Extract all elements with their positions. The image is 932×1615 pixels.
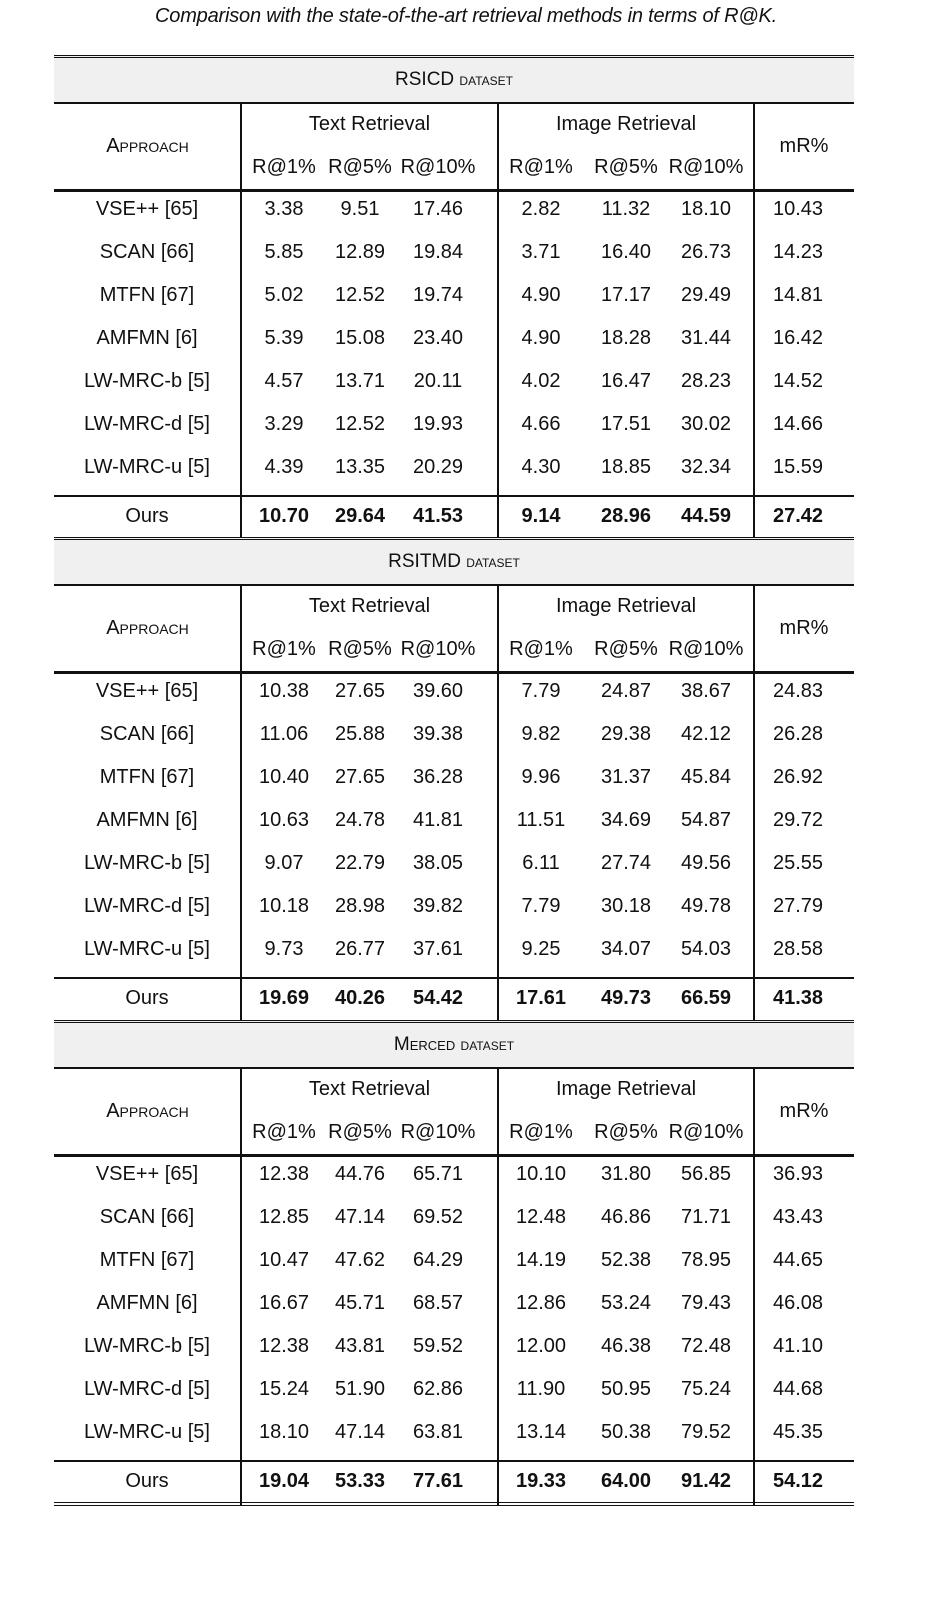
approach-name: AMFMN [6] — [96, 327, 198, 349]
header-metric: R@5% — [594, 638, 658, 660]
metric-value: 9.82 — [521, 723, 561, 745]
column-divider — [240, 104, 242, 541]
metric-value: 10.40 — [258, 766, 310, 788]
metric-value: 29.49 — [680, 284, 732, 306]
metric-value: 59.52 — [412, 1335, 464, 1357]
metric-value: 12.52 — [334, 413, 386, 435]
metric-value: 3.38 — [264, 198, 304, 220]
approach-name: AMFMN [6] — [96, 1292, 198, 1314]
approach-name: LW-MRC-d [5] — [84, 413, 210, 435]
metric-value: 28.23 — [680, 370, 732, 392]
metric-value: 11.90 — [516, 1378, 566, 1400]
approach-name: AMFMN [6] — [96, 809, 198, 831]
approach-name: LW-MRC-d [5] — [84, 895, 210, 917]
metric-value: 16.42 — [772, 327, 824, 349]
approach-name: LW-MRC-u [5] — [84, 938, 210, 960]
metric-value-best: 44.59 — [680, 505, 732, 527]
metric-value: 9.51 — [340, 198, 380, 220]
metric-value: 69.52 — [412, 1206, 464, 1228]
metric-value: 18.10 — [680, 198, 732, 220]
metric-value: 39.82 — [412, 895, 464, 917]
metric-value-best: 91.42 — [680, 1470, 732, 1492]
metric-value: 12.48 — [515, 1206, 567, 1228]
metric-value: 14.52 — [772, 370, 824, 392]
metric-value-best: 77.61 — [412, 1470, 464, 1492]
approach-name: LW-MRC-b [5] — [84, 1335, 210, 1357]
dataset-suffix: dataset — [460, 1035, 515, 1054]
header-approach: Approach — [106, 617, 189, 639]
header-metric: R@1% — [252, 638, 316, 660]
metric-value: 32.34 — [680, 456, 732, 478]
header-mr: mR% — [779, 617, 829, 639]
metric-value: 68.57 — [412, 1292, 464, 1314]
metric-value: 17.46 — [412, 198, 464, 220]
metric-value: 7.79 — [521, 895, 561, 917]
metric-value-best: 66.59 — [680, 987, 732, 1009]
metric-value: 12.86 — [515, 1292, 567, 1314]
header-metric: R@5% — [328, 156, 392, 178]
metric-value: 16.40 — [600, 241, 652, 263]
metric-value: 9.25 — [521, 938, 561, 960]
column-divider — [497, 1069, 499, 1506]
metric-value: 79.52 — [680, 1421, 732, 1443]
metric-value: 31.80 — [600, 1163, 652, 1185]
dataset-title — [54, 55, 854, 102]
metric-value: 12.38 — [258, 1163, 310, 1185]
metric-value: 47.62 — [334, 1249, 386, 1271]
metric-value: 26.28 — [772, 723, 824, 745]
metric-value: 54.87 — [680, 809, 732, 831]
metric-value: 19.84 — [412, 241, 464, 263]
header-text-retrieval: Text Retrieval — [308, 595, 431, 617]
metric-value: 15.59 — [772, 456, 824, 478]
metric-value: 14.19 — [515, 1249, 567, 1271]
metric-value-best: 19.69 — [258, 987, 310, 1009]
metric-value-best: 41.38 — [772, 987, 824, 1009]
metric-value: 38.67 — [680, 680, 732, 702]
header-metric: R@5% — [328, 638, 392, 660]
metric-value: 26.73 — [680, 241, 732, 263]
metric-value: 31.44 — [680, 327, 732, 349]
metric-value: 4.57 — [264, 370, 304, 392]
approach-name: LW-MRC-u [5] — [84, 456, 210, 478]
metric-value: 4.90 — [521, 327, 561, 349]
metric-value: 41.10 — [772, 1335, 824, 1357]
header-metric: R@1% — [252, 1121, 316, 1143]
metric-value: 79.43 — [680, 1292, 732, 1314]
header-metric: R@10% — [400, 156, 476, 178]
metric-value: 10.43 — [772, 198, 824, 220]
rule — [54, 1154, 854, 1157]
metric-value-best: 54.42 — [412, 987, 464, 1009]
header-approach: Approach — [106, 1100, 189, 1122]
metric-value: 46.86 — [600, 1206, 652, 1228]
metric-value: 11.06 — [259, 723, 309, 745]
metric-value: 12.52 — [334, 284, 386, 306]
header-metric: R@10% — [400, 638, 476, 660]
metric-value: 29.38 — [600, 723, 652, 745]
metric-value: 13.14 — [515, 1421, 567, 1443]
metric-value: 10.38 — [258, 680, 310, 702]
metric-value: 14.23 — [772, 241, 824, 263]
approach-name: Ours — [125, 987, 169, 1009]
metric-value: 41.81 — [412, 809, 464, 831]
dataset-suffix: dataset — [459, 70, 513, 89]
metric-value: 7.79 — [521, 680, 561, 702]
metric-value: 27.74 — [600, 852, 652, 874]
metric-value: 3.29 — [264, 413, 304, 435]
metric-value: 30.02 — [680, 413, 732, 435]
metric-value: 23.40 — [412, 327, 464, 349]
header-metric: R@1% — [509, 1121, 573, 1143]
metric-value: 24.83 — [772, 680, 824, 702]
metric-value: 4.39 — [264, 456, 304, 478]
metric-value: 5.39 — [264, 327, 304, 349]
header-metric: R@1% — [509, 638, 573, 660]
dataset-name: RSICD — [395, 69, 455, 90]
header-image-retrieval: Image Retrieval — [555, 1078, 697, 1100]
header-metric: R@10% — [400, 1121, 476, 1143]
header-text-retrieval: Text Retrieval — [308, 113, 431, 135]
rule — [54, 1460, 854, 1462]
header-metric: R@5% — [594, 1121, 658, 1143]
metric-value: 4.02 — [521, 370, 561, 392]
metric-value-best: 64.00 — [600, 1470, 652, 1492]
metric-value: 4.90 — [521, 284, 561, 306]
metric-value-best: 19.33 — [515, 1470, 567, 1492]
header-metric: R@10% — [668, 638, 744, 660]
metric-value: 15.24 — [258, 1378, 310, 1400]
metric-value-best: 27.42 — [772, 505, 824, 527]
approach-name: Ours — [125, 505, 169, 527]
header-mr: mR% — [779, 135, 829, 157]
header-approach: Approach — [106, 135, 189, 157]
metric-value: 49.78 — [680, 895, 732, 917]
metric-value: 42.12 — [680, 723, 732, 745]
dataset-suffix: dataset — [466, 552, 520, 571]
table-caption: Comparison with the state-of-the-art retrieval methods in terms of R@K. — [155, 5, 777, 27]
metric-value: 50.38 — [600, 1421, 652, 1443]
metric-value: 56.85 — [680, 1163, 732, 1185]
approach-name: VSE++ [65] — [95, 680, 199, 702]
metric-value: 27.79 — [772, 895, 824, 917]
metric-value: 44.76 — [334, 1163, 386, 1185]
header-metric: R@1% — [252, 156, 316, 178]
metric-value: 64.29 — [412, 1249, 464, 1271]
metric-value: 30.18 — [600, 895, 652, 917]
rule — [54, 671, 854, 674]
metric-value: 44.65 — [772, 1249, 824, 1271]
metric-value-best: 9.14 — [521, 505, 561, 527]
dataset-title — [54, 537, 854, 584]
metric-value: 65.71 — [412, 1163, 464, 1185]
metric-value: 10.18 — [258, 895, 310, 917]
dataset-name: RSITMD — [388, 551, 461, 572]
table-bottom-rule — [54, 1502, 854, 1506]
metric-value-best: 40.26 — [334, 987, 386, 1009]
approach-name: Ours — [125, 1470, 169, 1492]
header-metric: R@5% — [594, 156, 658, 178]
metric-value: 9.96 — [521, 766, 561, 788]
metric-value: 14.66 — [772, 413, 824, 435]
metric-value: 2.82 — [521, 198, 561, 220]
metric-value: 13.71 — [334, 370, 386, 392]
column-divider — [240, 586, 242, 1023]
metric-value: 18.28 — [600, 327, 652, 349]
column-divider — [753, 1069, 755, 1506]
approach-name: LW-MRC-b [5] — [84, 852, 210, 874]
metric-value: 37.61 — [412, 938, 464, 960]
metric-value: 18.85 — [600, 456, 652, 478]
rule — [54, 584, 854, 586]
rule — [54, 102, 854, 104]
approach-name: MTFN [67] — [99, 284, 195, 306]
metric-value: 11.51 — [516, 809, 566, 831]
metric-value: 45.84 — [680, 766, 732, 788]
metric-value: 52.38 — [600, 1249, 652, 1271]
metric-value: 12.38 — [258, 1335, 310, 1357]
metric-value: 25.88 — [334, 723, 386, 745]
metric-value-best: 29.64 — [334, 505, 386, 527]
metric-value-best: 28.96 — [600, 505, 652, 527]
metric-value: 14.81 — [772, 284, 824, 306]
metric-value: 4.30 — [521, 456, 561, 478]
metric-value: 12.89 — [334, 241, 386, 263]
metric-value: 31.37 — [600, 766, 652, 788]
metric-value: 78.95 — [680, 1249, 732, 1271]
metric-value: 19.74 — [412, 284, 464, 306]
metric-value-best: 53.33 — [334, 1470, 386, 1492]
metric-value: 26.92 — [772, 766, 824, 788]
metric-value: 4.66 — [521, 413, 561, 435]
approach-name: LW-MRC-d [5] — [84, 1378, 210, 1400]
metric-value: 39.60 — [412, 680, 464, 702]
metric-value: 10.10 — [515, 1163, 567, 1185]
rule — [54, 495, 854, 497]
metric-value: 13.35 — [334, 456, 386, 478]
approach-name: LW-MRC-b [5] — [84, 370, 210, 392]
header-metric: R@5% — [328, 1121, 392, 1143]
metric-value: 12.00 — [515, 1335, 567, 1357]
metric-value: 29.72 — [772, 809, 824, 831]
metric-value: 71.71 — [680, 1206, 732, 1228]
metric-value: 46.08 — [772, 1292, 824, 1314]
metric-value: 63.81 — [412, 1421, 464, 1443]
metric-value: 10.47 — [258, 1249, 310, 1271]
metric-value: 45.35 — [772, 1421, 824, 1443]
metric-value: 24.78 — [334, 809, 386, 831]
metric-value: 18.10 — [258, 1421, 310, 1443]
dataset-title — [54, 1020, 854, 1067]
approach-name: MTFN [67] — [99, 766, 195, 788]
metric-value: 22.79 — [334, 852, 386, 874]
metric-value: 47.14 — [334, 1206, 386, 1228]
metric-value: 26.77 — [334, 938, 386, 960]
metric-value: 75.24 — [680, 1378, 732, 1400]
metric-value: 49.56 — [680, 852, 732, 874]
metric-value: 6.11 — [522, 852, 560, 874]
metric-value: 53.24 — [600, 1292, 652, 1314]
rule — [54, 189, 854, 192]
metric-value: 28.58 — [772, 938, 824, 960]
metric-value: 24.87 — [600, 680, 652, 702]
metric-value: 34.07 — [600, 938, 652, 960]
approach-name: MTFN [67] — [99, 1249, 195, 1271]
metric-value: 72.48 — [680, 1335, 732, 1357]
header-metric: R@10% — [668, 156, 744, 178]
metric-value: 27.65 — [334, 680, 386, 702]
metric-value: 17.51 — [600, 413, 652, 435]
metric-value-best: 41.53 — [412, 505, 464, 527]
approach-name: VSE++ [65] — [95, 1163, 199, 1185]
approach-name: VSE++ [65] — [95, 198, 199, 220]
column-divider — [497, 586, 499, 1023]
column-divider — [497, 104, 499, 541]
metric-value: 19.93 — [412, 413, 464, 435]
metric-value: 46.38 — [600, 1335, 652, 1357]
approach-name: SCAN [66] — [99, 241, 195, 263]
metric-value: 45.71 — [334, 1292, 386, 1314]
rule — [54, 1067, 854, 1069]
metric-value: 16.67 — [258, 1292, 310, 1314]
metric-value: 17.17 — [600, 284, 652, 306]
metric-value: 15.08 — [334, 327, 386, 349]
column-divider — [753, 586, 755, 1023]
column-divider — [753, 104, 755, 541]
metric-value: 9.07 — [264, 852, 304, 874]
metric-value-best: 19.04 — [258, 1470, 310, 1492]
column-divider — [240, 1069, 242, 1506]
metric-value: 5.02 — [264, 284, 304, 306]
metric-value: 43.81 — [334, 1335, 386, 1357]
metric-value-best: 54.12 — [772, 1470, 824, 1492]
metric-value: 3.71 — [521, 241, 561, 263]
metric-value: 27.65 — [334, 766, 386, 788]
metric-value: 43.43 — [772, 1206, 824, 1228]
metric-value: 54.03 — [680, 938, 732, 960]
metric-value: 10.63 — [258, 809, 310, 831]
metric-value: 16.47 — [600, 370, 652, 392]
header-mr: mR% — [779, 1100, 829, 1122]
rule — [54, 977, 854, 979]
approach-name: LW-MRC-u [5] — [84, 1421, 210, 1443]
approach-name: SCAN [66] — [99, 1206, 195, 1228]
metric-value: 36.93 — [772, 1163, 824, 1185]
metric-value: 36.28 — [412, 766, 464, 788]
metric-value-best: 17.61 — [515, 987, 567, 1009]
metric-value: 20.11 — [413, 370, 463, 392]
metric-value: 25.55 — [772, 852, 824, 874]
dataset-name: Merced — [393, 1034, 456, 1055]
metric-value: 44.68 — [772, 1378, 824, 1400]
metric-value: 28.98 — [334, 895, 386, 917]
header-image-retrieval: Image Retrieval — [555, 595, 697, 617]
metric-value: 51.90 — [334, 1378, 386, 1400]
header-image-retrieval: Image Retrieval — [555, 113, 697, 135]
metric-value-best: 10.70 — [258, 505, 310, 527]
header-text-retrieval: Text Retrieval — [308, 1078, 431, 1100]
header-metric: R@10% — [668, 1121, 744, 1143]
metric-value: 11.32 — [601, 198, 651, 220]
approach-name: SCAN [66] — [99, 723, 195, 745]
metric-value: 12.85 — [258, 1206, 310, 1228]
metric-value: 9.73 — [264, 938, 304, 960]
metric-value: 38.05 — [412, 852, 464, 874]
metric-value: 47.14 — [334, 1421, 386, 1443]
metric-value: 39.38 — [412, 723, 464, 745]
metric-value: 20.29 — [412, 456, 464, 478]
metric-value: 34.69 — [600, 809, 652, 831]
metric-value: 50.95 — [600, 1378, 652, 1400]
header-metric: R@1% — [509, 156, 573, 178]
metric-value: 5.85 — [264, 241, 304, 263]
metric-value: 62.86 — [412, 1378, 464, 1400]
metric-value-best: 49.73 — [600, 987, 652, 1009]
